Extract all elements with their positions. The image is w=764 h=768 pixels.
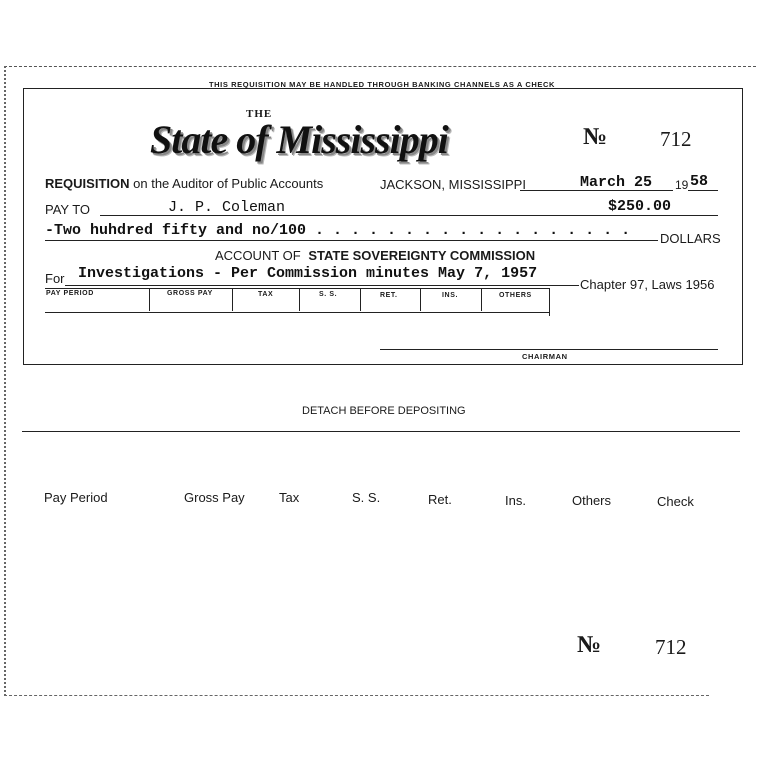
table-divider: [299, 289, 300, 311]
stub-number-label: №: [577, 632, 602, 658]
account-line: [215, 248, 535, 263]
table-divider: [420, 289, 421, 311]
table-divider: [149, 289, 150, 311]
requisition-line: [45, 176, 323, 191]
requisition-number: 712: [660, 127, 692, 151]
jackson-place: JACKSON, MISSISSIPPI: [380, 177, 526, 192]
table-divider: [549, 289, 550, 316]
date-year-suffix: 58: [690, 173, 709, 190]
stub-header-ret: Ret.: [428, 492, 452, 507]
top-perforation: [4, 66, 756, 67]
stub-header-pay-period: Pay Period: [44, 490, 108, 505]
table-header-ins: INS.: [442, 292, 459, 299]
table-divider: [481, 289, 482, 311]
table-header-others: OTHERS: [499, 292, 532, 299]
bottom-perforation: [4, 695, 709, 696]
amount-underline: [45, 240, 658, 241]
requisition-rest: on the Auditor of Public Accounts: [133, 176, 324, 191]
logo-the: THE: [246, 108, 273, 120]
table-header-tax: TAX: [258, 291, 274, 298]
stub-number: 712: [655, 635, 687, 659]
stub-header-tax: Tax: [279, 490, 300, 505]
amount-figures: $250.00: [608, 198, 672, 215]
table-header-ss: S. S.: [319, 291, 338, 298]
state-logo: [150, 100, 545, 170]
stub-header-ss: S. S.: [352, 490, 381, 505]
stub-header-check: Check: [657, 494, 694, 509]
table-divider: [232, 289, 233, 311]
table-top-rule: [45, 288, 550, 289]
stub-header-gross-pay: Gross Pay: [184, 490, 245, 505]
detach-label: DETACH BEFORE DEPOSITING: [302, 405, 466, 417]
account-prefix: ACCOUNT OF: [215, 248, 301, 263]
banking-notice: THIS REQUISITION MAY BE HANDLED THROUGH BANKING CHANNELS AS A CHECK: [208, 80, 556, 89]
table-divider: [360, 289, 361, 311]
table-header-pay-period: PAY PERIOD: [46, 290, 94, 297]
chairman-label: CHAIRMAN: [522, 352, 568, 361]
left-edge-line: [4, 66, 6, 696]
table-header-gross-pay: GROSS PAY: [167, 290, 213, 297]
date-month-day: March 25: [580, 174, 653, 191]
requisition-bold: REQUISITION: [45, 176, 130, 191]
chapter-authority: Chapter 97, Laws 1956: [580, 277, 715, 292]
year-underline: [688, 190, 718, 191]
stub-header-others: Others: [572, 493, 612, 508]
date-year-prefix: 19: [675, 178, 689, 192]
account-name: STATE SOVEREIGNTY COMMISSION: [308, 248, 536, 263]
table-bottom-rule: [45, 312, 550, 313]
payee-name: J. P. Coleman: [168, 199, 286, 216]
for-text: Investigations - Per Commission minutes May 7, 1957: [78, 265, 538, 282]
dollars-label: DOLLARS: [660, 231, 721, 246]
requisition-number-label: №: [583, 124, 608, 150]
for-label: For: [45, 271, 65, 286]
table-header-ret: RET.: [380, 292, 398, 299]
logo-wordmark: State of Mississippi: [150, 117, 448, 162]
pay-to-label: PAY TO: [45, 202, 91, 217]
chairman-signature-line: [380, 349, 718, 350]
for-underline: [65, 285, 579, 286]
detach-line: [22, 431, 740, 432]
stub-header-ins: Ins.: [505, 493, 526, 508]
amount-words: -Two huhdred fifty and no/100 . . . . . . . . . . . . . . . . . .: [45, 222, 631, 239]
